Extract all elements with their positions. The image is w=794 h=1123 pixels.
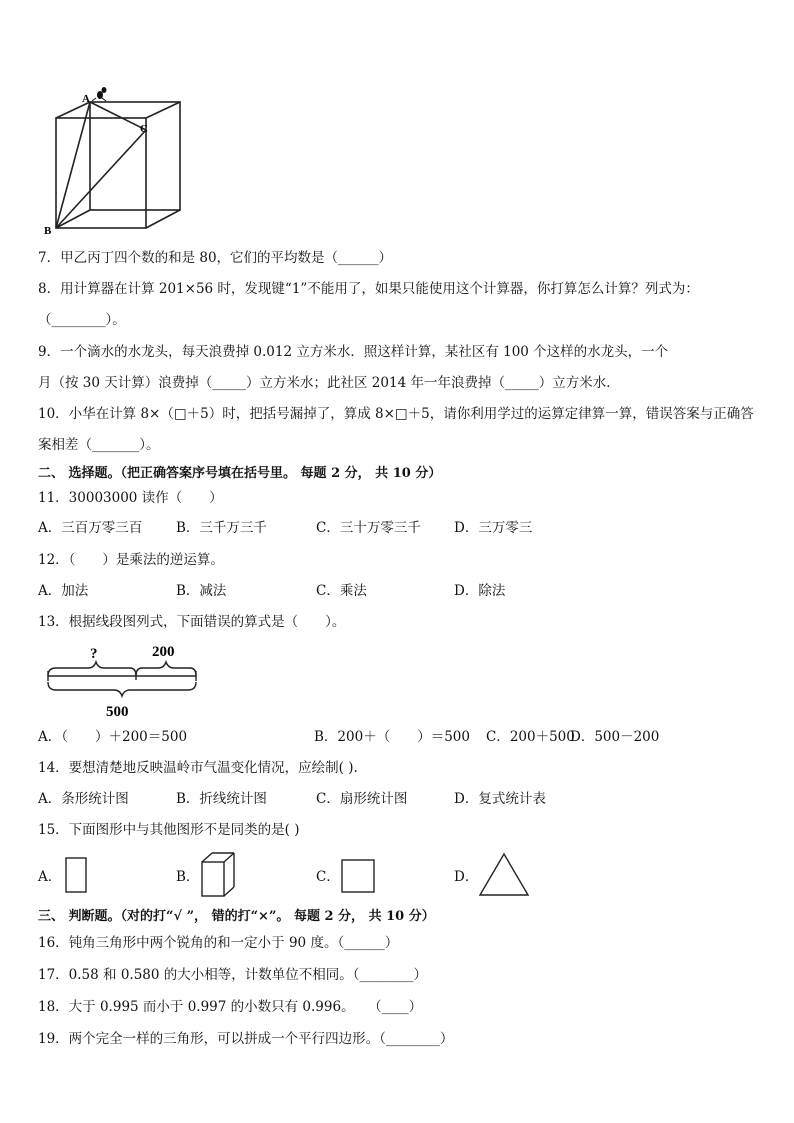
cube-label-c: C: [140, 123, 148, 135]
question-9-line2: 月（按 30 天计算）浪费掉（_____）立方米水；此社区 2014 年一年浪费掉（_____）立方米水．: [38, 375, 620, 391]
q11-option-c: C．三十万零三千: [316, 520, 421, 536]
question-15-stem: 15．下面图形中与其他图形不是同类的是( ): [38, 822, 300, 838]
q15-option-c: C．: [316, 869, 340, 885]
question-10-line1: 10．小华在计算 8×（□＋5）时，把括号漏掉了，算成 8×□＋5，请你利用学过的运算定律算一算，错误答案与正确答: [38, 406, 754, 422]
q14-option-b: B．折线统计图: [176, 791, 267, 807]
cube-label-b: B: [44, 225, 52, 236]
question-11-stem: 11．30003000 读作（ ）: [38, 490, 223, 506]
q15-shape-triangle: [478, 852, 530, 898]
q15-shape-cuboid: [200, 850, 236, 900]
segment-diagram: [40, 638, 210, 722]
q15-option-b: B．: [176, 869, 200, 885]
question-17: 17．0.58 和 0.580 的大小相等，计数单位不相同。（________）: [38, 967, 428, 983]
q11-option-d: D．三万零三: [454, 520, 533, 536]
question-16: 16．钝角三角形中两个锐角的和一定小于 90 度。（______）: [38, 935, 399, 951]
q15-shape-rectangle: [64, 856, 90, 896]
question-7: 7．甲乙丙丁四个数的和是 80，它们的平均数是（______）: [38, 250, 393, 266]
diagram-known-label: 200: [152, 644, 175, 660]
question-13-stem: 13．根据线段图列式，下面错误的算式是（ ）。: [38, 614, 346, 630]
section-2-title: 二、 选择题。（把正确答案序号填在括号里。 每题 2 分， 共 10 分）: [38, 466, 442, 481]
q13-option-d: D．500－200: [570, 729, 660, 745]
q12-option-c: C．乘法: [316, 583, 367, 599]
question-14-stem: 14．要想清楚地反映温岭市气温变化情况，应绘制( ).: [38, 760, 358, 776]
question-9-line1: 9．一个滴水的水龙头，每天浪费掉 0.012 立方米水．照这样计算，某社区有 100 个这样的水龙头，一个: [38, 344, 669, 360]
q14-option-d: D．复式统计表: [454, 791, 546, 807]
q11-option-a: A．三百万零三百: [38, 520, 143, 536]
question-10-line2: 案相差（_______）。: [38, 437, 160, 453]
question-8-line1: 8．用计算器在计算 201×56 时，发现键“1”不能用了，如果只能使用这个计算器，你打算怎么计算？列式为：: [38, 281, 699, 297]
q12-option-d: D．除法: [454, 583, 506, 599]
q15-shape-square: [340, 858, 378, 896]
section-3-title: 三、 判断题。（对的打“√ ”， 错的打“×”。 每题 2 分， 共 10 分）: [38, 909, 435, 924]
q14-option-c: C．扇形统计图: [316, 791, 408, 807]
q13-option-c: C．200＋500: [486, 729, 575, 745]
cube-label-a: A: [82, 93, 90, 105]
question-8-line2: （________）。: [38, 312, 126, 328]
cube-figure: [36, 86, 196, 236]
q13-option-b: B．200＋（ ）＝500: [314, 729, 470, 745]
question-19: 19．两个完全一样的三角形，可以拼成一个平行四边形。（________）: [38, 1031, 454, 1047]
q12-option-b: B．减法: [176, 583, 227, 599]
q12-option-a: A．加法: [38, 583, 89, 599]
ant-icon: [92, 87, 107, 101]
q15-option-d: D．: [454, 869, 479, 885]
q13-option-a: A．（ ）＋200＝500: [38, 729, 188, 745]
diagram-unknown-label: ?: [90, 646, 98, 662]
diagram-total-label: 500: [106, 704, 129, 720]
question-18: 18．大于 0.995 而小于 0.997 的小数只有 0.996。 （____）: [38, 999, 423, 1015]
q15-option-a: A．: [38, 869, 62, 885]
q11-option-b: B．三千万三千: [176, 520, 267, 536]
question-12-stem: 12．（ ）是乘法的逆运算。: [38, 552, 224, 568]
q14-option-a: A．条形统计图: [38, 791, 129, 807]
